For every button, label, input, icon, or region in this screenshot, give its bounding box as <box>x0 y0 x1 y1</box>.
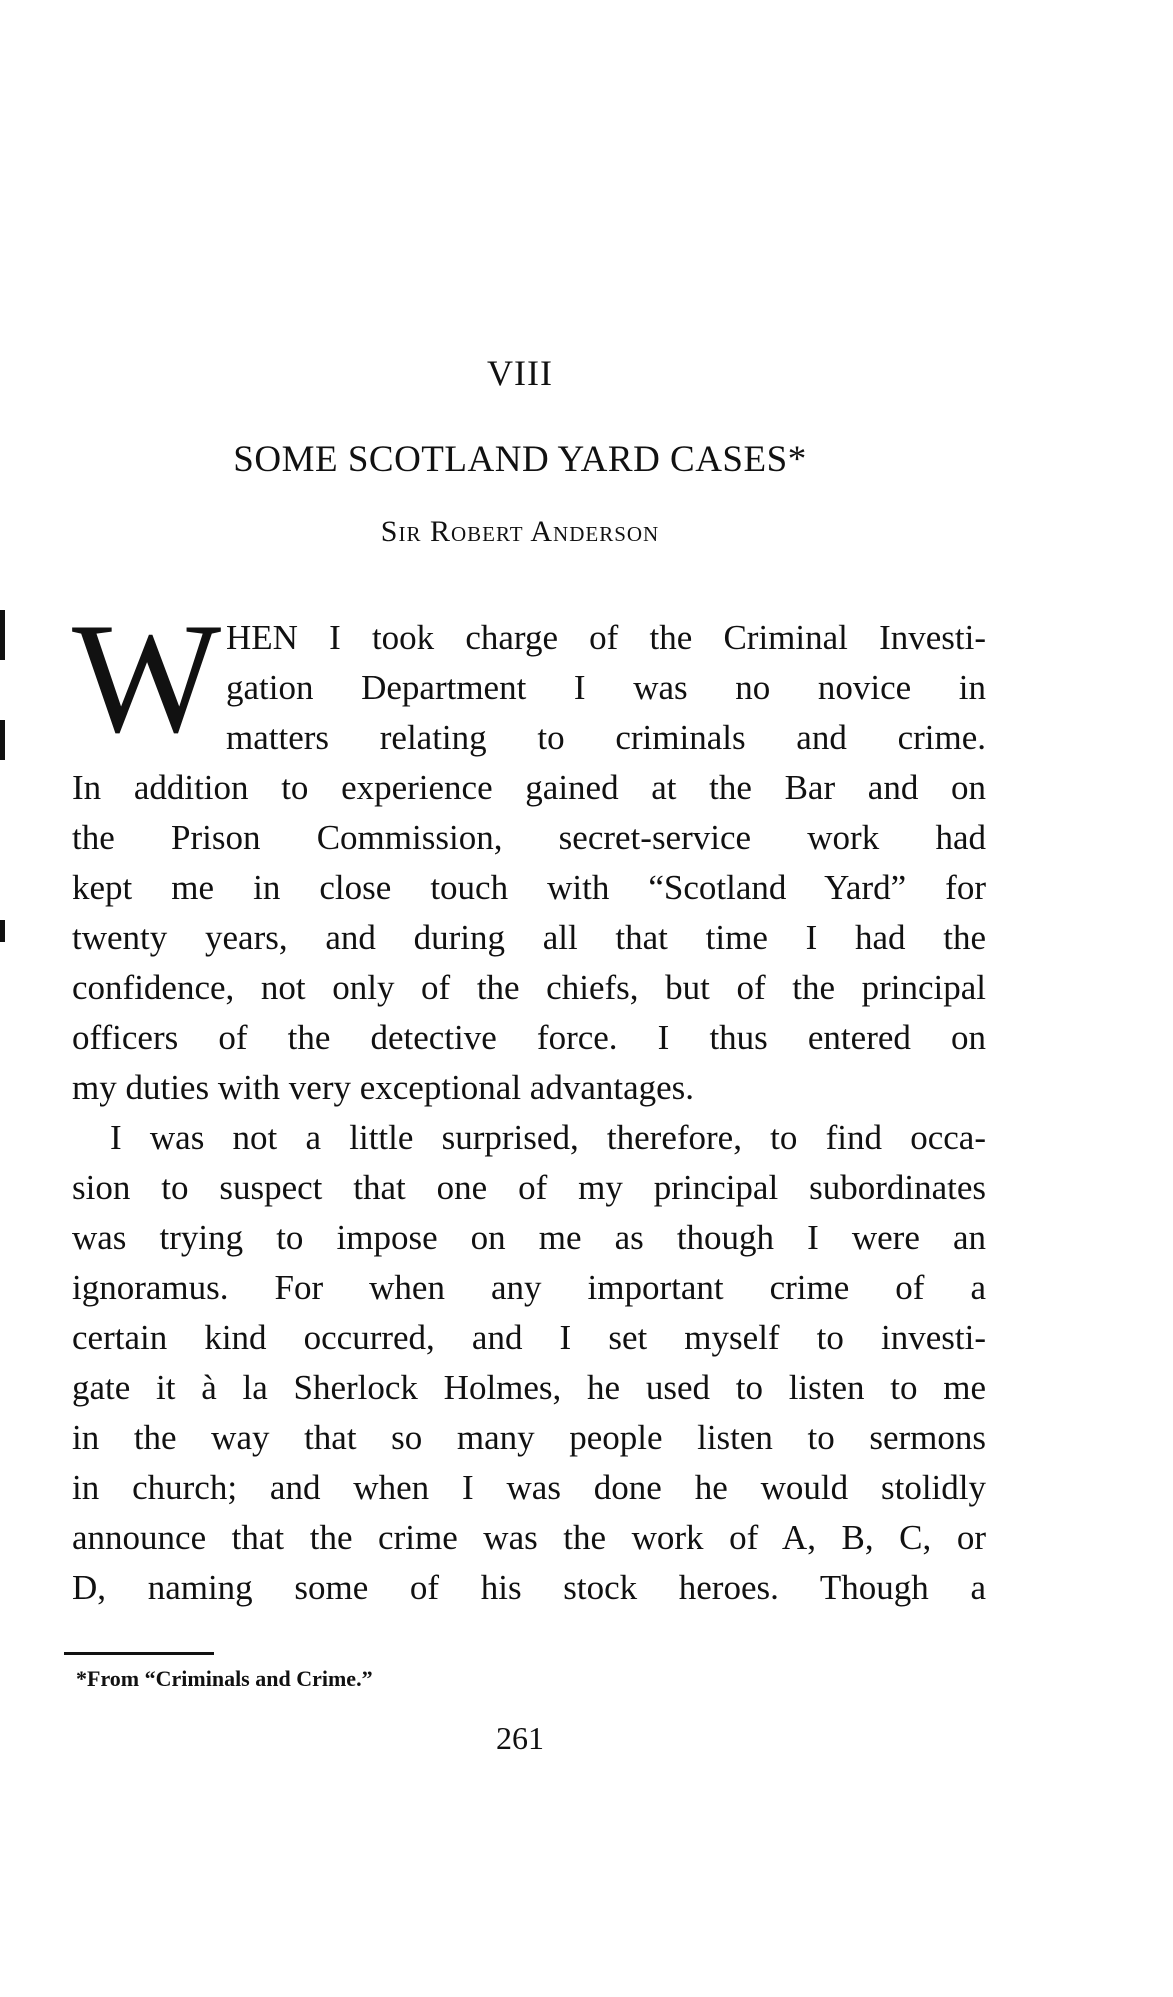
text-line: gation Department I was no novice in <box>226 668 986 707</box>
text-line: kept me in close touch with “Scotland Yard” for <box>72 868 986 907</box>
text-line: announce that the crime was the work of A, B, C, or <box>72 1518 986 1557</box>
text-line: certain kind occurred, and I set myself to investi- <box>72 1318 986 1357</box>
footnote: *From “Criminals and Crime.” <box>76 1666 373 1691</box>
text-line: HEN I took charge of the Criminal Investi- <box>226 618 986 657</box>
paragraph-1 <box>72 763 986 1113</box>
text-line: the Prison Commission, secret-service work had <box>72 818 986 857</box>
footnote-rule <box>64 1652 214 1655</box>
opening-lines <box>226 613 986 763</box>
scan-mark <box>0 610 5 660</box>
chapter-title: SOME SCOTLAND YARD CASES* <box>233 439 807 480</box>
text-line: matters relating to criminals and crime. <box>226 718 986 757</box>
text-line: I was not a little surprised, therefore, to find occa- <box>110 1118 986 1157</box>
text-line: was trying to impose on me as though I were an <box>72 1218 986 1257</box>
text-line: gate it à la Sherlock Holmes, he used to listen to me <box>72 1368 986 1407</box>
text-line: my duties with very exceptional advantages. <box>72 1068 695 1107</box>
text-line: in church; and when I was done he would stolidly <box>72 1468 986 1507</box>
page-number: 261 <box>496 1720 544 1756</box>
drop-cap: W <box>72 591 222 766</box>
scan-mark <box>0 920 5 942</box>
scan-mark <box>0 720 5 760</box>
text-line: twenty years, and during all that time I had the <box>72 918 986 957</box>
paragraph-2 <box>72 1113 986 1613</box>
text-line: D, naming some of his stock heroes. Though a <box>72 1568 986 1607</box>
author-name: Sir Robert Anderson <box>380 515 660 548</box>
text-line: sion to suspect that one of my principal subordinates <box>72 1168 986 1207</box>
text-line: In addition to experience gained at the Bar and on <box>72 768 986 807</box>
text-line: officers of the detective force. I thus entered on <box>72 1018 986 1057</box>
chapter-number: VIII <box>487 353 553 393</box>
text-line: ignoramus. For when any important crime of a <box>72 1268 986 1307</box>
text-line: in the way that so many people listen to sermons <box>72 1418 986 1457</box>
text-line: confidence, not only of the chiefs, but of the principal <box>72 968 986 1007</box>
